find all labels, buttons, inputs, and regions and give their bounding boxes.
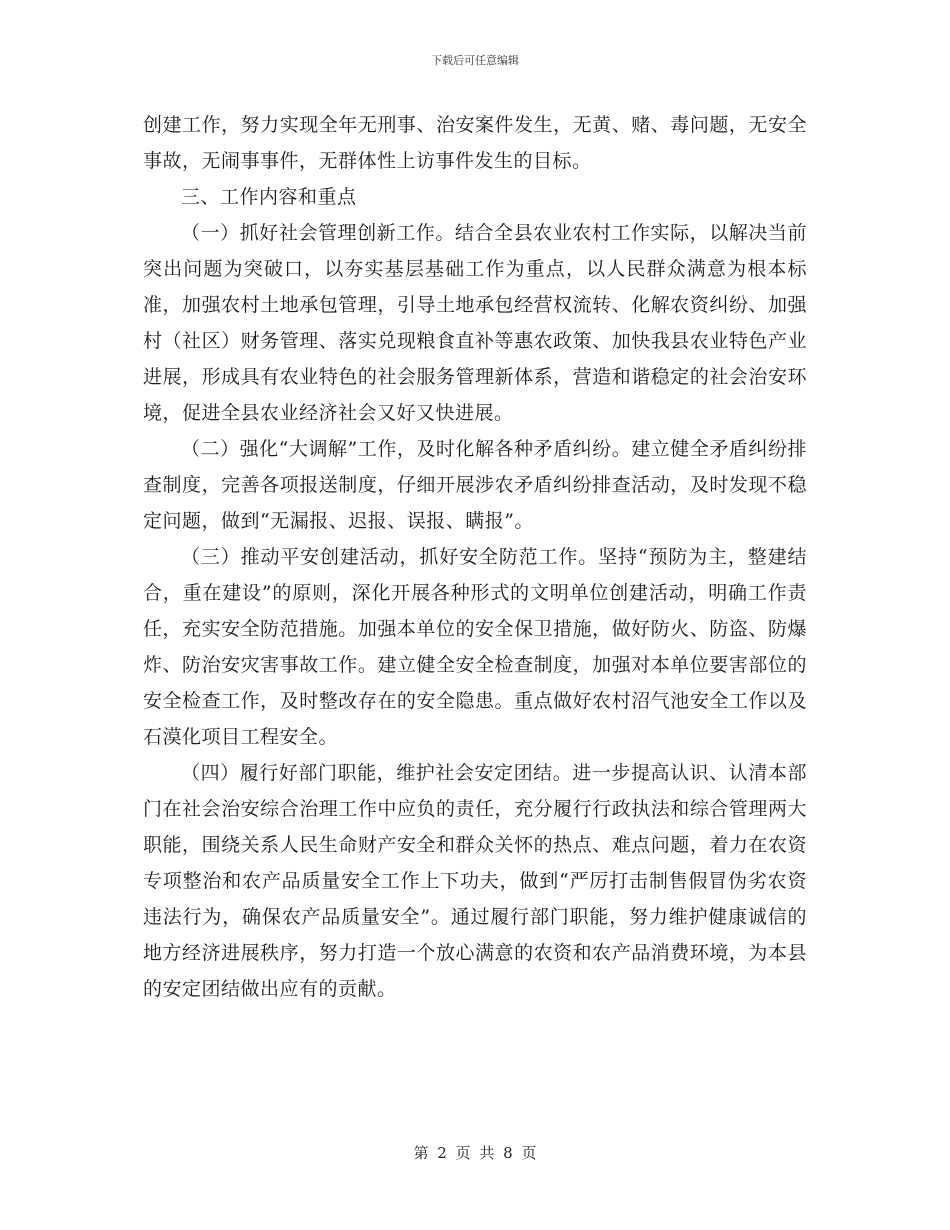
paragraph-item-3: （三）推动平安创建活动，抓好安全防范工作。坚持“预防为主，整建结合，重在建设”的原则，深化开展各种形式的文明单位创建活动，明确工作责任，充实安全防范措施。加强本单位的安全保卫措施，做好防火、防盗、防爆炸、防治安灾害事故工作。建立健全安全检查制度，加强对本单位要害部位的安全检查工作，及时整改存在的安全隐患。重点做好农村沼气池安全工作以及石漠化项目工程安全。	[143, 546, 807, 748]
section-heading: 三、工作内容和重点	[181, 186, 357, 208]
page-number-footer: 第 2 页 共 8 页	[413, 1144, 537, 1162]
paragraph-item-1: （一）抓好社会管理创新工作。结合全县农业农村工作实际，以解决当前突出问题为突破口，以夯实基层基础工作为重点，以人民群众满意为根本标准，加强农村土地承包管理，引导土地承包经营权流转、化解农资纠纷、加强村（社区）财务管理、落实兑现粮食直补等惠农政策、加快我县农业特色产业进展，形成具有农业特色的社会服务管理新体系，营造和谐稳定的社会治安环境，促进全县农业经济社会又好又快进展。	[143, 222, 807, 424]
paragraph-continuation: 创建工作，努力实现全年无刑事、治安案件发生，无黄、赌、毒问题，无安全事故，无闹事事件，无群体性上访事件发生的目标。	[143, 114, 807, 172]
paragraph-item-4: （四）履行好部门职能，维护社会安定团结。进一步提高认识、认清本部门在社会治安综合治理工作中应负的责任，充分履行行政执法和综合管理两大职能，围绕关系人民生命财产安全和群众关怀的热点、难点问题，着力在农资专项整治和农产品质量安全工作上下功夫，做到“严厉打击制售假冒伪劣农资违法行为，确保农产品质量安全”。通过履行部门职能，努力维护健康诚信的地方经济进展秩序，努力打造一个放心满意的农资和农产品消费环境，为本县的安定团结做出应有的贡献。	[143, 762, 807, 1000]
document-body	[143, 107, 807, 1007]
paragraph-item-2: （二）强化“大调解”工作，及时化解各种矛盾纠纷。建立健全矛盾纠纷排查制度，完善各项报送制度，仔细开展涉农矛盾纠纷排查活动，及时发现不稳定问题，做到“无漏报、迟报、误报、瞒报”。	[143, 438, 807, 532]
header-note: 下载后可任意编辑	[431, 54, 519, 67]
